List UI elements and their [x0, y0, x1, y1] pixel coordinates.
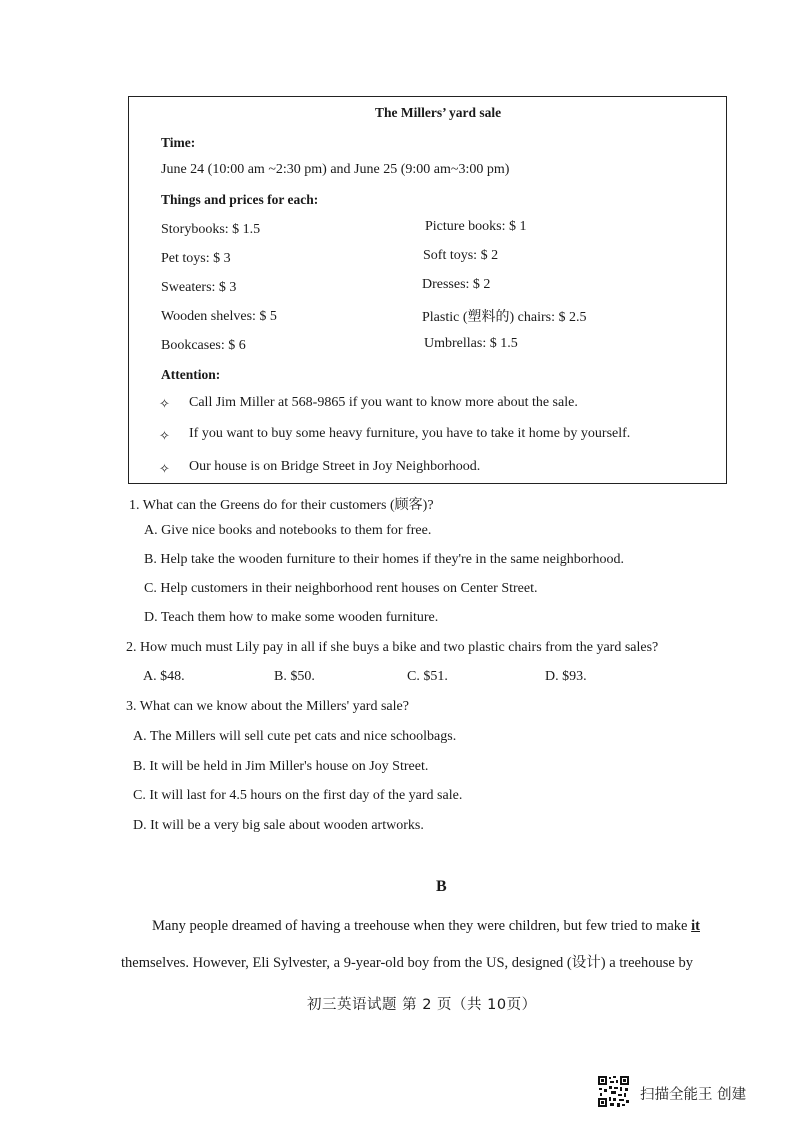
question-option: B. It will be held in Jim Miller's house on Joy Street. [133, 759, 429, 774]
diamond-bullet-icon: ✧ [159, 461, 170, 476]
attention-label: Attention: [161, 367, 221, 382]
question-option: A. Give nice books and notebooks to them for free. [144, 523, 432, 538]
paragraph-line [152, 918, 700, 935]
notice-title: The Millers’ yard sale [375, 105, 502, 120]
item-right: Dresses: $ 2 [422, 277, 491, 292]
question-option: C. $51. [407, 669, 448, 684]
item-right: Plastic (塑料的) chairs: $ 2.5 [422, 310, 587, 325]
scanner-watermark: 扫描全能王 创建 [640, 1087, 747, 1103]
question-option: A. The Millers will sell cute pet cats and nice schoolbags. [133, 729, 457, 744]
time-value: June 24 (10:00 am ~2:30 pm) and June 25 (9:00 am~3:00 pm) [161, 162, 510, 177]
question-stem: 3. What can we know about the Millers' yard sale? [126, 699, 409, 714]
qr-code-icon [597, 1075, 630, 1108]
question-stem: 2. How much must Lily pay in all if she buys a bike and two plastic chairs from the yard sales? [126, 640, 659, 655]
attention-item: If you want to buy some heavy furniture, you have to take it home by yourself. [189, 426, 631, 441]
diamond-bullet-icon: ✧ [159, 396, 170, 411]
diamond-bullet-icon: ✧ [159, 428, 170, 443]
attention-item: Call Jim Miller at 568-9865 if you want to know more about the sale. [189, 395, 578, 410]
item-right: Soft toys: $ 2 [423, 248, 499, 263]
section-heading: B [436, 878, 447, 895]
item-left: Bookcases: $ 6 [161, 338, 246, 353]
question-option: D. Teach them how to make some wooden furniture. [144, 610, 439, 625]
item-left: Sweaters: $ 3 [161, 280, 237, 295]
question-option: C. It will last for 4.5 hours on the first day of the yard sale. [133, 788, 463, 803]
item-left: Wooden shelves: $ 5 [161, 309, 277, 324]
question-option: D. $93. [545, 669, 587, 684]
emphasized-word: it [691, 918, 700, 934]
question-stem: 1. What can the Greens do for their customers (顾客)? [129, 498, 434, 513]
attention-item: Our house is on Bridge Street in Joy Neighborhood. [189, 459, 481, 474]
item-left: Pet toys: $ 3 [161, 251, 231, 266]
question-option: B. Help take the wooden furniture to their homes if they're in the same neighborhood. [144, 552, 624, 567]
paragraph-text: Many people dreamed of having a treehouse when they were children, but few tried to make [152, 918, 692, 934]
question-option: D. It will be a very big sale about wooden artworks. [133, 818, 424, 833]
paragraph-line: themselves. However, Eli Sylvester, a 9-year-old boy from the US, designed (设计) a treehouse by [121, 955, 693, 971]
item-right: Umbrellas: $ 1.5 [424, 336, 518, 351]
question-option: B. $50. [274, 669, 315, 684]
question-option: C. Help customers in their neighborhood rent houses on Center Street. [144, 581, 538, 596]
page-footer: 初三英语试题 第 2 页（共 10页） [307, 997, 537, 1013]
item-left: Storybooks: $ 1.5 [161, 222, 261, 237]
question-option: A. $48. [143, 669, 185, 684]
time-label: Time: [161, 135, 196, 150]
things-label: Things and prices for each: [161, 192, 319, 207]
item-right: Picture books: $ 1 [425, 219, 527, 234]
